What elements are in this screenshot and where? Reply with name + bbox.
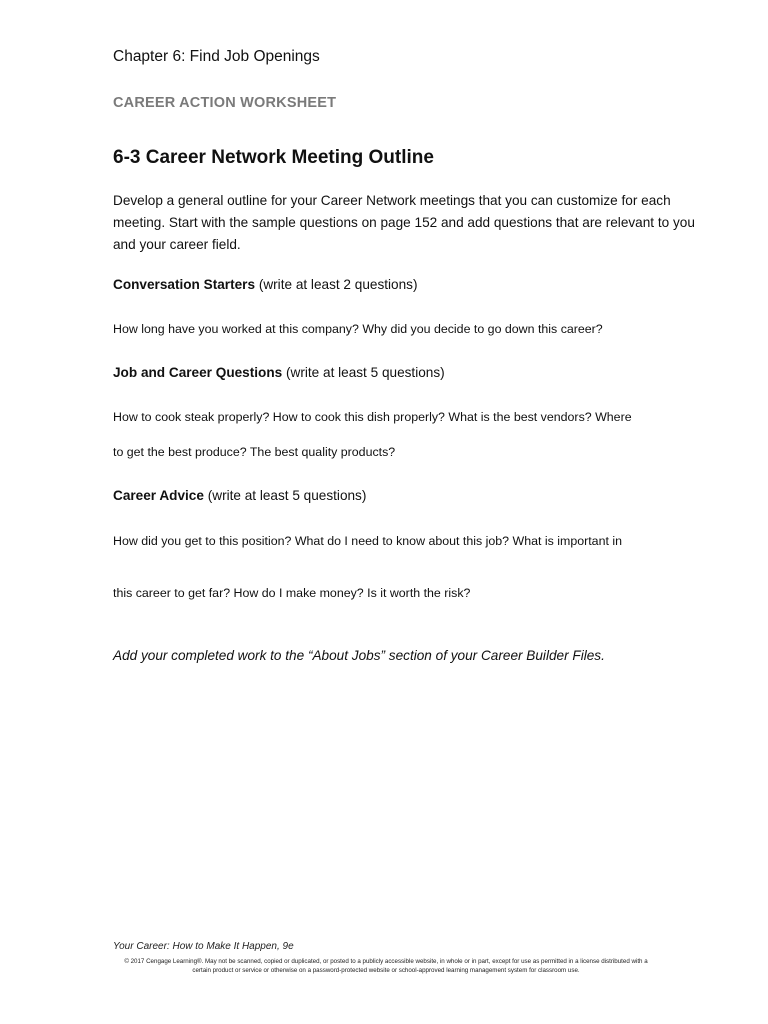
book-title: Your Career: How to Make It Happen, 9e (113, 941, 294, 952)
answer-line: How long have you worked at this company? Why did you decide to go down this career? (113, 322, 603, 336)
section-heading-note: (write at least 5 questions) (207, 488, 367, 503)
intro-paragraph: Develop a general outline for your Career Network meetings that you can customize for each meeting. Start with the sample questions on page 152 and add questions that are relevant to you and your career field. (113, 193, 695, 252)
section-heading-label: Conversation Starters (113, 277, 256, 292)
answer-line: this career to get far? How do I make money? Is it worth the risk? (113, 586, 471, 600)
copyright-notice: © 2017 Cengage Learning®. May not be scanned, copied or duplicated, or posted to a publicly accessible website, in whole or in part, except for use as permitted in a license distributed with a certain product or service or otherwise on a password-protected website or school-approved learning management system for classroom use. (124, 958, 648, 974)
section-heading-conversation-starters (113, 277, 708, 292)
section-heading-note: (write at least 2 questions) (258, 277, 418, 292)
page-title: 6-3 Career Network Meeting Outline (113, 147, 434, 168)
answer-line: to get the best produce? The best quality products? (113, 445, 396, 459)
section-heading-label: Career Advice (113, 488, 204, 503)
section-heading-job-career-questions (113, 365, 708, 380)
worksheet-label: CAREER ACTION WORKSHEET (113, 95, 337, 111)
chapter-title: Chapter 6: Find Job Openings (113, 48, 320, 65)
section-heading-note: (write at least 5 questions) (286, 365, 445, 380)
completion-instruction: Add your completed work to the “About Jobs” section of your Career Builder Files. (113, 648, 605, 663)
answer-line: How did you get to this position? What do I need to know about this job? What is important in (113, 534, 622, 548)
section-heading-label: Job and Career Questions (113, 365, 283, 380)
answer-line: How to cook steak properly? How to cook this dish properly? What is the best vendors? Where (113, 410, 632, 424)
section-heading-career-advice (113, 488, 708, 503)
